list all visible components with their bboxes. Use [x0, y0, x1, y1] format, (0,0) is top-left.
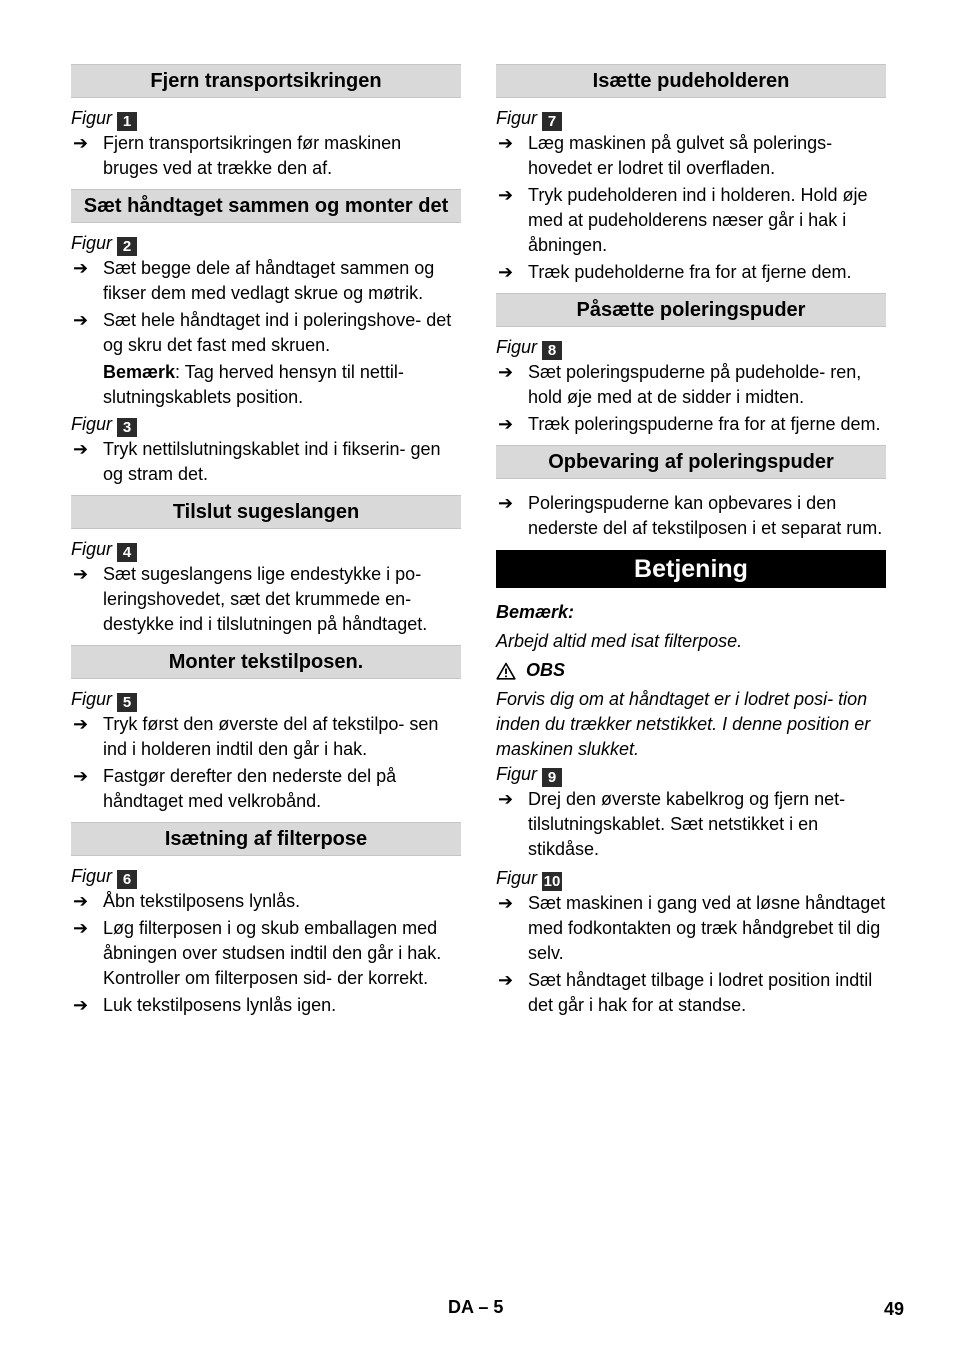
figure-number: 5	[117, 693, 137, 712]
list-item: ➔ Tryk nettilslutningskablet ind i fikserin- gen og stram det.	[73, 439, 441, 484]
section-suction-hose	[71, 495, 461, 637]
arrow-icon: ➔	[498, 362, 514, 382]
list-item: ➔ Træk pudeholderne fra for at fjerne dem.	[496, 260, 886, 285]
list-item: ➔ Sæt begge dele af håndtaget sammen og fikser dem med vedlagt skrue og møtrik.	[73, 258, 435, 303]
arrow-icon: ➔	[73, 714, 89, 734]
figure-number: 10	[543, 873, 561, 890]
figure-number: 1	[117, 112, 137, 131]
section-transport-lock	[71, 64, 461, 181]
left-column	[71, 64, 461, 1026]
figure-ref: Figur 10	[496, 868, 561, 890]
arrow-icon: ➔	[73, 564, 89, 584]
section-pad-holder	[496, 64, 886, 285]
list-item: ➔ Drej den øverste kabelkrog og fjern net- tilslutningskablet. Sæt netstikket i en stikdåse.	[498, 789, 846, 859]
section-textile-bag	[71, 645, 461, 814]
note: Bemærk: Tag herved hensyn til nettil- slutningskablets position.	[103, 362, 404, 407]
arrow-icon: ➔	[73, 439, 89, 459]
page-number: 49	[884, 1299, 905, 1319]
section-heading: Påsætte poleringspuder	[496, 293, 886, 327]
arrow-icon: ➔	[498, 262, 514, 282]
section-heading: Isætning af filterpose	[71, 822, 461, 856]
footer-language-page: DA – 5	[448, 1297, 504, 1317]
figure-ref: Figur 7	[496, 106, 886, 131]
figure-ref: Figur 9	[496, 762, 886, 787]
figure-ref: Figur 8	[496, 335, 886, 360]
figure-ref: Figur 4	[71, 537, 461, 562]
arrow-icon: ➔	[73, 310, 89, 330]
list-item: ➔ Fjern transportsikringen før maskinen bruges ved at trække den af.	[73, 133, 402, 178]
list-item: ➔ Læg maskinen på gulvet så polerings- hovedet er lodret til overfladen.	[498, 133, 833, 178]
list-item: ➔ Træk poleringspuderne fra for at fjerne dem.	[496, 412, 886, 437]
list-item: ➔ Luk tekstilposens lynlås igen.	[71, 993, 461, 1018]
warning-triangle-icon	[496, 662, 516, 680]
arrow-icon: ➔	[73, 918, 89, 938]
section-handle-assembly	[71, 189, 461, 487]
figure-ref: Figur 3	[71, 412, 461, 437]
section-filter-bag	[71, 822, 461, 1018]
arrow-icon: ➔	[73, 258, 89, 278]
figure-ref: Figur 2	[71, 231, 461, 256]
arrow-icon: ➔	[498, 133, 514, 153]
caution-label: OBS	[496, 658, 886, 683]
arrow-icon: ➔	[498, 970, 514, 990]
arrow-icon: ➔	[73, 891, 89, 911]
figure-number: 2	[117, 237, 137, 256]
arrow-icon: ➔	[498, 414, 514, 434]
arrow-icon: ➔	[498, 789, 514, 809]
list-item: ➔ Fastgør derefter den nederste del på håndtaget med velkrobånd.	[73, 766, 397, 811]
list-item: ➔ Åbn tekstilposens lynlås.	[71, 889, 461, 914]
list-item: ➔ Sæt hele håndtaget ind i poleringshove- det og skru det fast med skruen.	[73, 310, 452, 355]
figure-number: 3	[117, 418, 137, 437]
section-pad-storage	[496, 445, 886, 541]
figure-number: 9	[542, 768, 562, 787]
section-heading: Fjern transportsikringen	[71, 64, 461, 98]
section-heading: Opbevaring af poleringspuder	[496, 445, 886, 479]
right-column	[496, 64, 886, 1020]
figure-ref: Figur 5	[71, 687, 461, 712]
list-item: ➔ Sæt håndtaget tilbage i lodret position indtil det går i hak for at standse.	[498, 970, 873, 1015]
figure-ref: Figur 1	[71, 106, 461, 131]
list-item: ➔ Løg filterposen i og skub emballagen med åbningen over studsen indtil den går i hak. Kontroller om filterposen sid- der korrekt.	[73, 918, 442, 988]
figure-number: 7	[542, 112, 562, 131]
list-item: ➔ Sæt maskinen i gang ved at løsne håndtaget med fodkontakten og træk håndgrebet til dig selv.	[498, 893, 886, 963]
figure-ref: Figur 6	[71, 864, 461, 889]
list-item: ➔ Tryk først den øverste del af tekstilpo- sen ind i holderen indtil den går i hak.	[73, 714, 439, 759]
caution-text: Forvis dig om at håndtaget er i lodret posi- tion inden du trækker netstikket. I denne position er maskinen slukket.	[496, 689, 871, 759]
arrow-icon: ➔	[73, 995, 89, 1015]
arrow-icon: ➔	[498, 493, 514, 513]
arrow-icon: ➔	[498, 185, 514, 205]
list-item: ➔ Sæt sugeslangens lige endestykke i po- leringshovedet, sæt det krummede en- destykke ind i tilslutningen på håndtaget.	[73, 564, 428, 634]
section-polishing-pads	[496, 293, 886, 437]
section-heading: Isætte pudeholderen	[496, 64, 886, 98]
figure-number: 6	[117, 870, 137, 889]
arrow-icon: ➔	[73, 766, 89, 786]
list-item: ➔ Poleringspuderne kan opbevares i den nederste del af tekstilposen i et separat rum.	[498, 493, 883, 538]
figure-number: 8	[542, 341, 562, 360]
section-heading: Monter tekstilposen.	[71, 645, 461, 679]
arrow-icon: ➔	[498, 893, 514, 913]
note-text: Arbejd altid med isat filterpose.	[496, 631, 743, 651]
section-heading: Tilslut sugeslangen	[71, 495, 461, 529]
list-item: ➔ Tryk pudeholderen ind i holderen. Hold øje med at pudeholderens næser går i hak i åbningen.	[498, 185, 868, 255]
figure-number: 4	[117, 543, 137, 562]
note-label: Bemærk:	[496, 602, 575, 622]
main-heading: Betjening	[496, 550, 886, 588]
list-item: ➔ Sæt poleringspuderne på pudeholde- ren, hold øje med at de sidder i midten.	[498, 362, 862, 407]
section-heading: Sæt håndtaget sammen og monter det	[71, 189, 461, 223]
arrow-icon: ➔	[73, 133, 89, 153]
